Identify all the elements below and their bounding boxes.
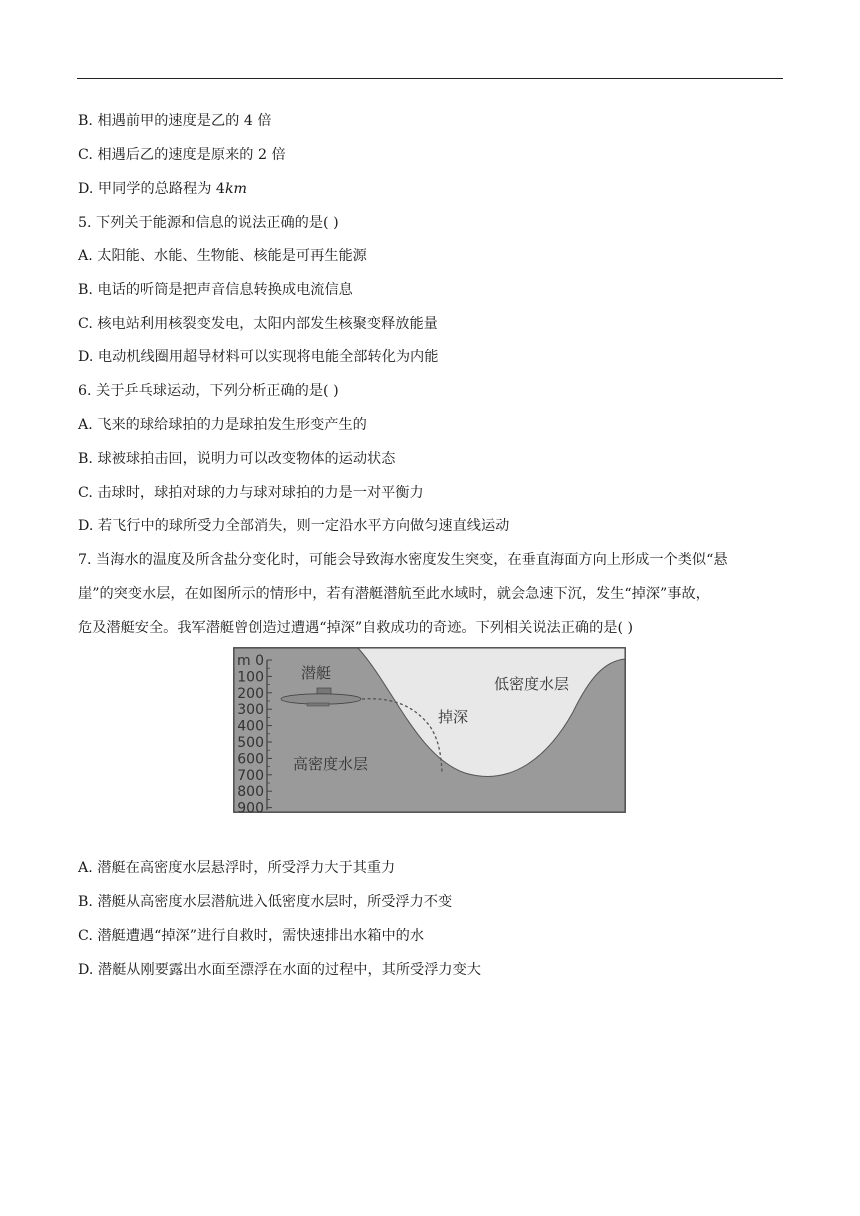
depth-tick-label: 800 (237, 784, 264, 801)
depth-tick-label: 100 (237, 669, 264, 686)
q7-option-d: D. 潜艇从刚要露出水面至漂浮在水面的过程中，其所受浮力变大 (78, 962, 481, 978)
depth-unit-label: m (237, 653, 251, 669)
q7-option-a: A. 潜艇在高密度水层悬浮时，所受浮力大于其重力 (78, 860, 396, 876)
label-submarine: 潜艇 (301, 664, 332, 682)
q5-option-c: C. 核电站利用核裂变发电，太阳内部发生核聚变释放能量 (78, 316, 438, 332)
depth-tick-label: 400 (237, 718, 264, 735)
q7-option-c: C. 潜艇遭遇“掉深”进行自救时，需快速排出水箱中的水 (78, 928, 425, 944)
q7-stem-line-2: 崖”的突变水层，在如图所示的情形中，若有潜艇潜航至此水域时，就会急速下沉，发生“掉深”事故， (78, 586, 710, 602)
header-rule (77, 78, 783, 79)
depth-tick-label: 200 (237, 685, 264, 702)
depth-tick-label: 300 (237, 702, 264, 719)
depth-tick-label: 500 (237, 735, 264, 751)
q4-option-d-unit: km (224, 181, 247, 197)
q6-option-c: C. 击球时，球拍对球的力与球对球拍的力是一对平衡力 (78, 485, 424, 501)
q4-option-b: B. 相遇前甲的速度是乙的 4 倍 (78, 113, 272, 129)
depth-tick-label: 900 (237, 800, 264, 813)
q7-option-b: B. 潜艇从高密度水层潜航进入低密度水层时，所受浮力不变 (78, 894, 453, 910)
label-drop: 掉深 (438, 708, 469, 726)
q5-option-a: A. 太阳能、水能、生物能、核能是可再生能源 (78, 248, 367, 264)
q7-stem-line-1: 7. 当海水的温度及所含盐分变化时，可能会导致海水密度发生突变，在垂直海面方向上形成一个类似“悬 (78, 552, 728, 568)
q4-option-d-text: D. 甲同学的总路程为 4 (78, 181, 225, 197)
q4-option-d (78, 179, 247, 199)
q5-stem: 5. 下列关于能源和信息的说法正确的是( ) (78, 215, 339, 231)
q4-option-c: C. 相遇后乙的速度是原来的 2 倍 (78, 147, 286, 163)
q6-option-d: D. 若飞行中的球所受力全部消失，则一定沿水平方向做匀速直线运动 (78, 518, 510, 534)
depth-tick-label: 700 (237, 767, 264, 784)
label-low-density: 低密度水层 (494, 675, 570, 693)
label-high-density: 高密度水层 (293, 755, 369, 773)
q6-stem: 6. 关于乒乓球运动，下列分析正确的是( ) (78, 383, 339, 399)
q5-option-b: B. 电话的听筒是把声音信息转换成电流信息 (78, 282, 353, 298)
depth-tick-label: 600 (237, 751, 264, 768)
q7-stem-line-3: 危及潜艇安全。我军潜艇曾创造过遭遇“掉深”自救成功的奇迹。下列相关说法正确的是( ) (78, 620, 634, 636)
depth-tick-label: 0 (255, 653, 264, 669)
sea-density-figure (233, 647, 626, 813)
q6-option-b: B. 球被球拍击回，说明力可以改变物体的运动状态 (78, 451, 396, 467)
q5-option-d: D. 电动机线圈用超导材料可以实现将电能全部转化为内能 (78, 349, 439, 365)
q6-option-a: A. 飞来的球给球拍的力是球拍发生形变产生的 (78, 417, 367, 433)
